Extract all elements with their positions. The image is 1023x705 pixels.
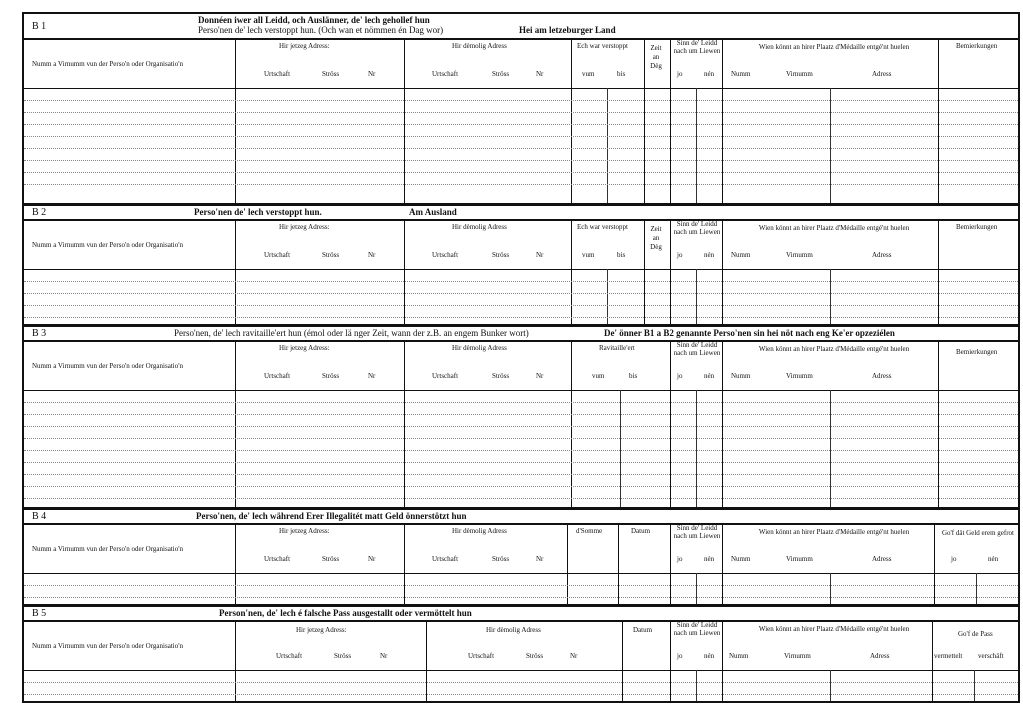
numm-label: Numm bbox=[731, 372, 751, 380]
nr-label: Nr bbox=[380, 652, 388, 660]
virnumm-label: Virnumm bbox=[784, 652, 811, 660]
bis-label: bis bbox=[617, 251, 626, 259]
adress-label: Adress bbox=[872, 251, 892, 259]
header-row bbox=[24, 340, 1018, 391]
virnumm-label: Virnumm bbox=[786, 555, 813, 563]
header-row bbox=[24, 523, 1018, 574]
town-label: Urtschaft bbox=[264, 251, 291, 259]
street-label: Ströss bbox=[526, 652, 544, 660]
data-rows bbox=[24, 670, 1018, 701]
section-title-line2: Perso'nen de' lech verstoppt hun. (Och wan et nömmen én Dag wor) bbox=[198, 25, 444, 35]
nen-label: nén bbox=[704, 555, 715, 563]
street-label: Ströss bbox=[492, 555, 510, 563]
somme-label: d'Somme bbox=[576, 527, 603, 535]
town-label: Urtschaft bbox=[276, 652, 303, 660]
town-label: Urtschaft bbox=[264, 555, 291, 563]
section-b3 bbox=[22, 325, 1020, 509]
vum-label: vum bbox=[592, 372, 605, 380]
header-row bbox=[24, 620, 1018, 671]
section-title: Perso'nen, de' lech ravitaille'ert hun (émol oder lä nger Zeit, wann der z.B. an engem Bunker wort) bbox=[174, 328, 529, 338]
datum-label: Datum bbox=[633, 626, 653, 634]
data-rows bbox=[24, 390, 1018, 507]
adress-label: Adress bbox=[872, 555, 892, 563]
section-title-row bbox=[24, 14, 1018, 40]
section-id: B 3 bbox=[32, 328, 47, 339]
hidden-label: Ech war verstoppt bbox=[577, 223, 628, 231]
section-title: Person'nen, de' lech é falsche Pass ausgestallt oder vermöttelt hun bbox=[219, 608, 472, 618]
street-label: Ströss bbox=[492, 372, 510, 380]
vum-label: vum bbox=[582, 70, 595, 78]
town-label: Urtschaft bbox=[432, 372, 459, 380]
street-label: Ströss bbox=[322, 70, 340, 78]
medal-label: Wien könnt an hirer Plaatz d'Médaille entgé'nt huelen bbox=[758, 43, 910, 51]
town-label: Urtschaft bbox=[468, 652, 495, 660]
col-current-addr-label: Hir jetzeg Adress: bbox=[279, 42, 330, 50]
harm-label: Sinn de' Leidd nach um Liewen bbox=[673, 524, 721, 540]
col-name-label: Numm a Virnumm vun der Perso'n oder Organisatio'n bbox=[32, 642, 183, 650]
section-b1 bbox=[22, 12, 1020, 205]
col-former-addr-label: Hir dèmolig Adress bbox=[452, 344, 507, 352]
jo-label: jo bbox=[677, 70, 683, 78]
medal-label: Wien könnt an hirer Plaatz d'Médaille entgé'nt huelen bbox=[758, 528, 910, 536]
section-id: B 2 bbox=[32, 207, 47, 218]
adress-label: Adress bbox=[872, 372, 892, 380]
section-title-extra: Hei am letzeburger Land bbox=[519, 25, 616, 35]
medal-label: Wien könnt an hirer Plaatz d'Médaille entgé'nt huelen bbox=[758, 224, 910, 232]
bis-label: bis bbox=[629, 372, 638, 380]
town-label: Urtschaft bbox=[264, 372, 291, 380]
data-rows bbox=[24, 88, 1018, 203]
section-id: B 4 bbox=[32, 511, 47, 522]
money-back-label: Go'f dät Geld erem gefrot bbox=[941, 529, 1014, 537]
bis-label: bis bbox=[617, 70, 626, 78]
virnumm-label: Virnumm bbox=[786, 251, 813, 259]
adress-label: Adress bbox=[872, 70, 892, 78]
col-former-addr-label: Hir dèmolig Adress bbox=[452, 527, 507, 535]
jo-label: jo bbox=[677, 652, 683, 660]
adress-label: Adress bbox=[870, 652, 890, 660]
harm-label: Sinn de' Leidd nach um Liewen bbox=[673, 220, 721, 236]
street-label: Ströss bbox=[322, 251, 340, 259]
harm-label: Sinn de' Leidd nach um Liewen bbox=[673, 341, 721, 357]
town-label: Urtschaft bbox=[432, 251, 459, 259]
nr-label: Nr bbox=[368, 251, 376, 259]
col-name-label: Numm a Virnumm vun der Perso'n oder Organisatio'n bbox=[32, 60, 183, 68]
col-former-addr-label: Hir dèmolig Adress bbox=[486, 626, 541, 634]
nen-label: nén bbox=[988, 555, 999, 563]
remarks-label: Bemierkungen bbox=[956, 223, 998, 231]
col-current-addr-label: Hir jetzeg Adress: bbox=[279, 344, 330, 352]
section-title-line1: Donnéen iwer all Leidd, och Auslänner, de' lech gehollef hun bbox=[198, 15, 430, 25]
nr-label: Nr bbox=[536, 555, 544, 563]
col-name-label: Numm a Virnumm vun der Perso'n oder Organisatio'n bbox=[32, 241, 183, 249]
nr-label: Nr bbox=[368, 372, 376, 380]
jo-label: jo bbox=[951, 555, 957, 563]
section-b5 bbox=[22, 605, 1020, 703]
section-id: B 5 bbox=[32, 608, 47, 619]
nen-label: nén bbox=[704, 251, 715, 259]
hidden-label: Ech war verstoppt bbox=[577, 42, 628, 50]
section-title-extra: Am Ausland bbox=[409, 207, 457, 217]
pass-label: Go'f de Pass bbox=[958, 630, 993, 638]
nen-label: nén bbox=[704, 372, 715, 380]
numm-label: Numm bbox=[731, 70, 751, 78]
jo-label: jo bbox=[677, 251, 683, 259]
town-label: Urtschaft bbox=[432, 555, 459, 563]
town-label: Urtschaft bbox=[432, 70, 459, 78]
nr-label: Nr bbox=[368, 555, 376, 563]
section-b4 bbox=[22, 508, 1020, 606]
street-label: Ströss bbox=[334, 652, 352, 660]
street-label: Ströss bbox=[322, 372, 340, 380]
numm-label: Numm bbox=[731, 555, 751, 563]
data-rows bbox=[24, 269, 1018, 324]
nr-label: Nr bbox=[368, 70, 376, 78]
street-label: Ströss bbox=[492, 251, 510, 259]
ravit-label: Ravitaille'ert bbox=[599, 344, 635, 352]
remarks-label: Bemierkungen bbox=[956, 348, 998, 356]
datum-label: Datum bbox=[631, 527, 651, 535]
nr-label: Nr bbox=[536, 372, 544, 380]
vum-label: vum bbox=[582, 251, 595, 259]
section-id: B 1 bbox=[32, 21, 47, 32]
col-name-label: Numm a Virnumm vun der Perso'n oder Organisatio'n bbox=[32, 362, 183, 370]
nr-label: Nr bbox=[570, 652, 578, 660]
col-former-addr-label: Hir dèmolig Adress bbox=[452, 223, 507, 231]
col-name-label: Numm a Virnumm vun der Perso'n oder Organisatio'n bbox=[32, 545, 183, 553]
col-current-addr-label: Hir jetzeg Adress: bbox=[279, 223, 330, 231]
medal-label: Wien könnt an hirer Plaatz d'Médaille entgé'nt huelen bbox=[758, 625, 910, 633]
verschaft-label: verschäft bbox=[978, 652, 1004, 660]
jo-label: jo bbox=[677, 555, 683, 563]
vermettelt-label: vermettelt bbox=[934, 652, 963, 660]
nen-label: nén bbox=[704, 652, 715, 660]
header-row bbox=[24, 38, 1018, 89]
town-label: Urtschaft bbox=[264, 70, 291, 78]
jo-label: jo bbox=[677, 372, 683, 380]
virnumm-label: Virnumm bbox=[786, 372, 813, 380]
section-title: Perso'nen de' lech verstoppt hun. bbox=[194, 207, 322, 217]
col-former-addr-label: Hir dèmolig Adress bbox=[452, 42, 507, 50]
nen-label: nén bbox=[704, 70, 715, 78]
time-label: Zeit an Dèg bbox=[650, 225, 662, 251]
harm-label: Sinn de' Leidd nach um Liewen bbox=[673, 621, 721, 637]
section-title: Perso'nen, de' lech während Erer Illegalitét matt Geld önnerstötzt hun bbox=[196, 511, 467, 521]
medal-label: Wien könnt an hirer Plaatz d'Médaille entgé'nt huelen bbox=[758, 345, 910, 353]
time-label: Zeit an Dèg bbox=[650, 44, 662, 70]
section-b2 bbox=[22, 204, 1020, 326]
harm-label: Sinn de' Leidd nach um Liewen bbox=[673, 39, 721, 55]
nr-label: Nr bbox=[536, 70, 544, 78]
col-current-addr-label: Hir jetzeg Adress: bbox=[296, 626, 347, 634]
street-label: Ströss bbox=[492, 70, 510, 78]
section-title-extra: De' önner B1 a B2 genannte Perso'nen sin hei nöt nach eng Ke'er opzeziélen bbox=[604, 328, 895, 338]
col-current-addr-label: Hir jetzeg Adress: bbox=[279, 527, 330, 535]
street-label: Ströss bbox=[322, 555, 340, 563]
header-row bbox=[24, 219, 1018, 270]
numm-label: Numm bbox=[729, 652, 749, 660]
virnumm-label: Virnumm bbox=[786, 70, 813, 78]
data-rows bbox=[24, 573, 1018, 604]
remarks-label: Bemierkungen bbox=[956, 42, 998, 50]
nr-label: Nr bbox=[536, 251, 544, 259]
numm-label: Numm bbox=[731, 251, 751, 259]
